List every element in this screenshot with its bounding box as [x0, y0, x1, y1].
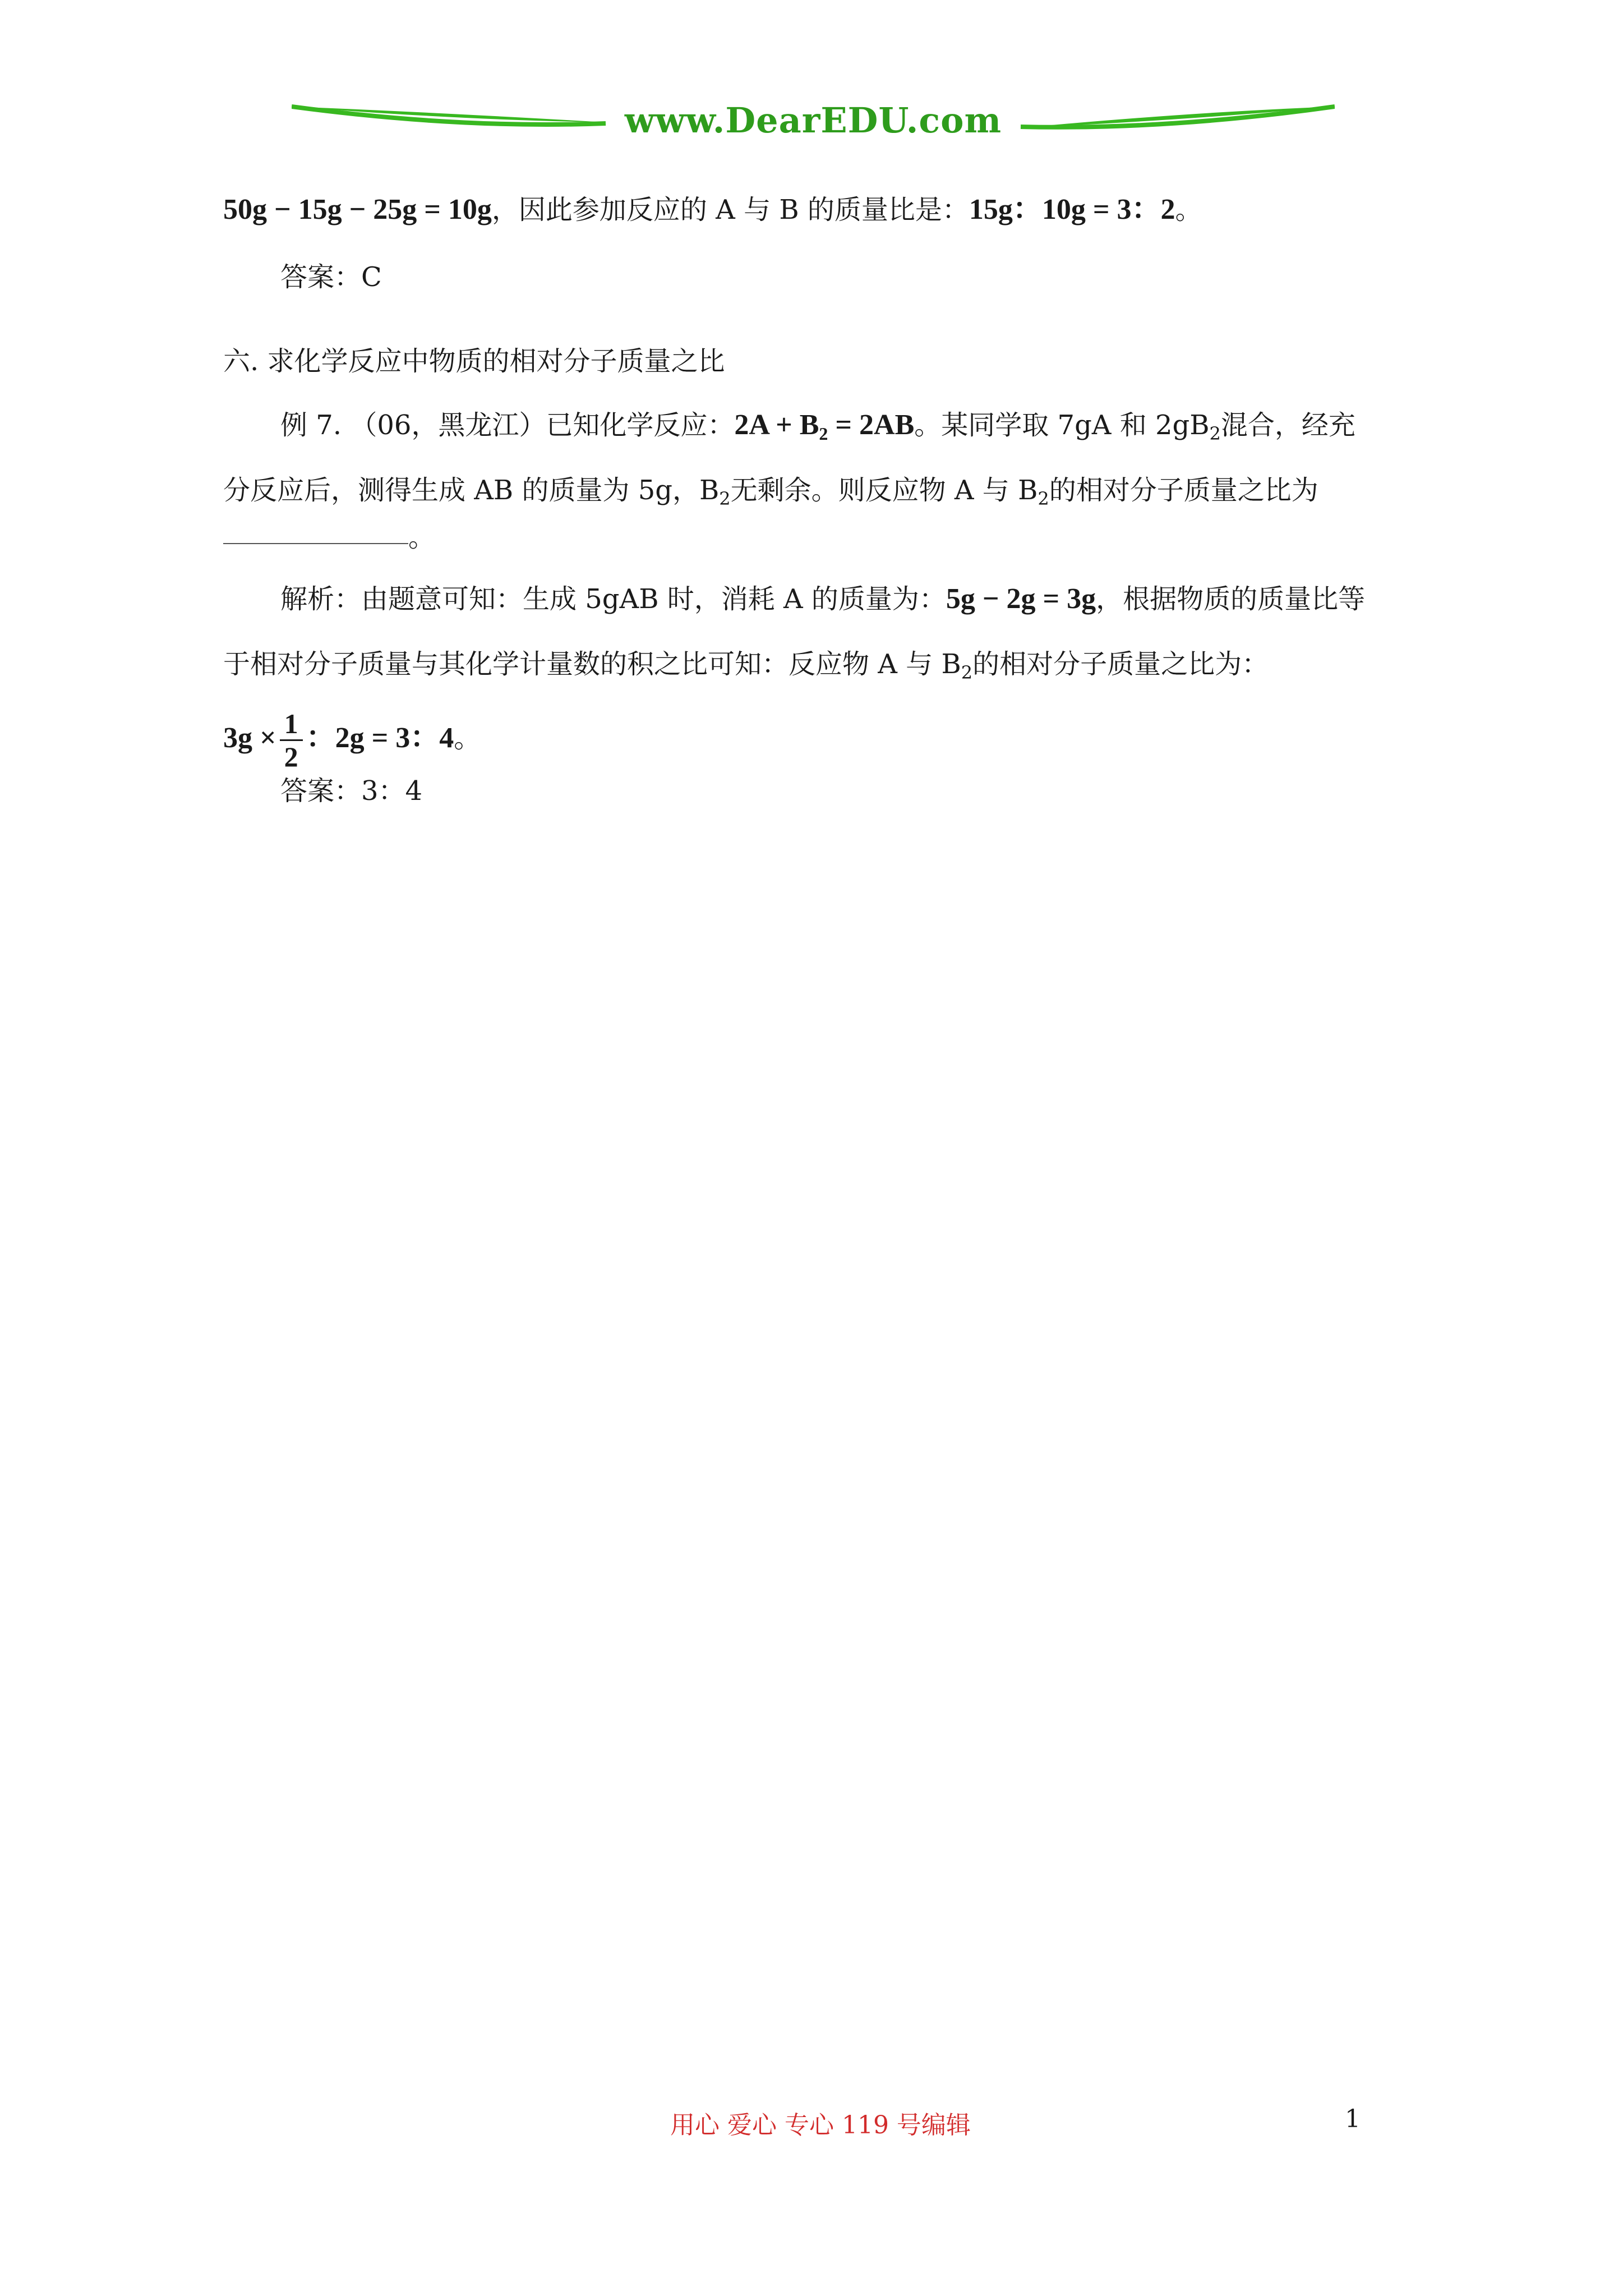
- text: 的相对分子质量之比为：: [972, 648, 1269, 680]
- text: ，根据物质的质量比等: [1096, 583, 1366, 615]
- answer-line-2: 答案：3：4: [280, 775, 423, 807]
- text: 解析：由题意可知：生成 5gAB 时，消耗 A 的质量为：: [280, 583, 946, 615]
- text-line-example: [280, 407, 1355, 443]
- footer-editor-note: 用心 爱心 专心 119 号编辑: [670, 2111, 971, 2139]
- subscript: 2: [819, 424, 828, 444]
- equation-part: = 2AB: [828, 409, 915, 441]
- equation-part: 2A + B: [734, 409, 819, 441]
- site-header-banner: [292, 95, 1335, 151]
- equation: 15g：10g = 3：2: [969, 194, 1175, 226]
- text: 分反应后，测得生成 AB 的质量为 5g，B: [223, 475, 720, 506]
- equation: 50g − 15g − 25g = 10g: [223, 194, 492, 226]
- equation: ：2g = 3：4: [306, 722, 454, 754]
- text: 。: [408, 522, 436, 553]
- brand-logo-text: www.DearEDU.com: [624, 100, 1002, 141]
- text: 于相对分子质量与其化学计量数的积之比可知：反应物 A 与 B: [223, 648, 961, 680]
- page-number: 1: [1345, 2105, 1361, 2133]
- text: 。: [454, 723, 481, 754]
- answer-line-1: 答案：C: [280, 261, 382, 293]
- fraction: [280, 708, 303, 772]
- equation: [734, 409, 915, 444]
- fraction-denominator: 2: [284, 741, 298, 772]
- subscript: 2: [719, 488, 731, 509]
- subscript: 2: [961, 662, 973, 683]
- equation: 5g − 2g = 3g: [946, 583, 1096, 615]
- text: 例 7. （06，黑龙江）已知化学反应：: [280, 409, 735, 441]
- text: ，因此参加反应的 A 与 B 的质量比是：: [491, 194, 969, 226]
- text: 的相对分子质量之比为: [1049, 475, 1318, 506]
- text-line-8: [223, 646, 1269, 682]
- text-line-5: [223, 472, 1318, 508]
- text: 混合，经充: [1220, 409, 1355, 441]
- text-line-6: [223, 519, 435, 555]
- text: 。: [1175, 194, 1202, 226]
- text: 。某同学取 7gA 和 2gB: [914, 409, 1210, 441]
- subscript: 2: [1209, 423, 1221, 444]
- subscript: 2: [1038, 488, 1049, 509]
- text-line-1: [223, 192, 1202, 228]
- text-line-analysis: [280, 581, 1365, 617]
- equation: 3g ×: [223, 722, 276, 754]
- text: 无剩余。则反应物 A 与 B: [730, 475, 1038, 506]
- answer-blank: [223, 543, 408, 544]
- fraction-numerator: 1: [280, 708, 303, 741]
- text-line-9: [223, 708, 481, 772]
- section-heading: 六. 求化学反应中物质的相对分子质量之比: [223, 346, 725, 377]
